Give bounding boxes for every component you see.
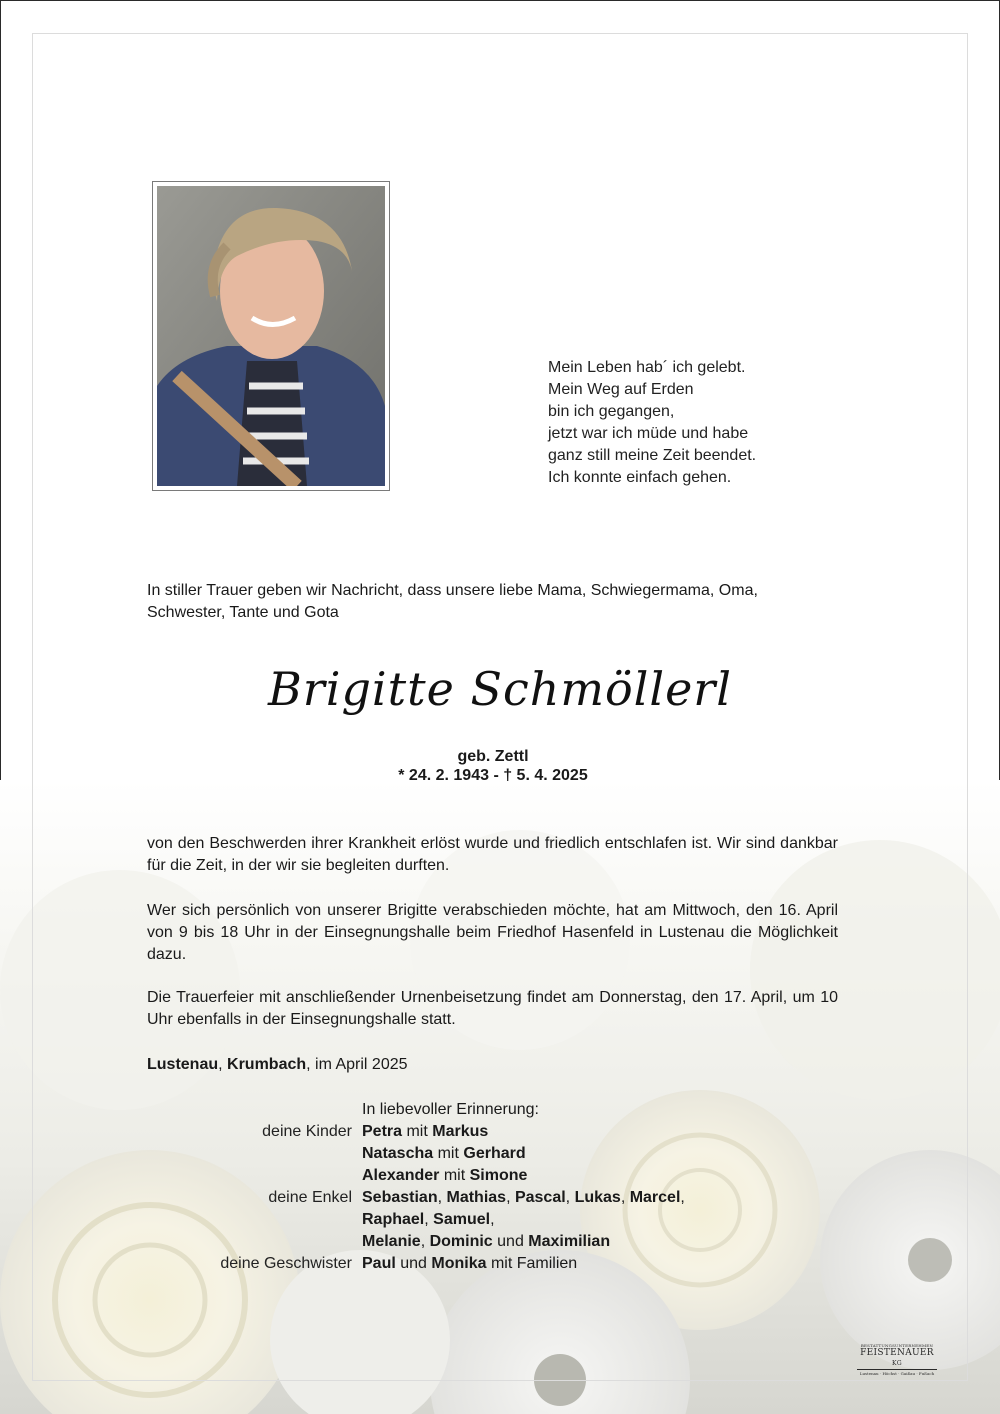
family-member: Natascha mit Gerhard [362, 1145, 526, 1162]
poem-line: Ich konnte einfach gehen. [548, 469, 732, 486]
portrait-image [157, 186, 385, 486]
logo-tagline: BESTATTUNGSUNTERNEHMEN [860, 1343, 934, 1348]
place-name: Lustenau [147, 1056, 219, 1073]
paragraph-passing: von den Beschwerden ihrer Krankheit erlöst wurde und friedlich entschlafen ist. Wir sind dankbar für die Zeit, in der wir sie begleiten durften. [147, 835, 838, 874]
family-row [147, 1143, 847, 1165]
poem [548, 357, 756, 489]
family-heading: In liebevoller Erinnerung: [362, 1101, 539, 1118]
family-member: Melanie, Dominic und Maximilian [362, 1233, 611, 1250]
place-date [147, 1054, 408, 1076]
poem-line: Mein Leben hab´ ich gelebt. [548, 359, 746, 376]
poem-line: jetzt war ich müde und habe [548, 425, 749, 442]
funeral-home-logo [857, 1343, 937, 1376]
paragraph-ceremony: Die Trauerfeier mit anschließender Urnenbeisetzung findet am Donnerstag, den 17. April, um 10 Uhr ebenfalls in der Einsegnungshalle statt. [147, 989, 838, 1028]
family-label [147, 1165, 362, 1187]
poem-line: ganz still meine Zeit beendet. [548, 447, 757, 464]
family-label: deine Enkel [268, 1189, 352, 1206]
family-row [147, 1165, 847, 1187]
family-list [147, 1099, 847, 1275]
family-label [147, 1231, 362, 1253]
place-name: Krumbach [227, 1056, 307, 1073]
family-label [147, 1209, 362, 1231]
family-row [147, 1121, 847, 1143]
family-label [147, 1143, 362, 1165]
portrait-photo [152, 181, 390, 491]
family-member: Alexander mit Simone [362, 1167, 528, 1184]
family-row [147, 1187, 847, 1209]
family-member: Sebastian, Mathias, Pascal, Lukas, Marcel, [362, 1189, 685, 1206]
paragraph-viewing: Wer sich persönlich von unserer Brigitte verabschieden möchte, hat am Mittwoch, den 16. April von 9 bis 18 Uhr in der Einsegnungshalle beim Friedhof Hasenfeld in Lustenau die Möglichkeit dazu. [147, 902, 838, 963]
logo-name: FEISTENAUER KG [857, 1348, 937, 1370]
logo-locations: Lustenau · Höchst · Gaißau · Fußach [859, 1371, 935, 1376]
birth-name: geb. Zettl [457, 748, 529, 765]
family-member: Raphael, Samuel, [362, 1211, 495, 1228]
poem-line: Mein Weg auf Erden [548, 381, 694, 398]
family-label [147, 1099, 362, 1121]
poem-line: bin ich gegangen, [548, 403, 675, 420]
date-text: , im April 2025 [306, 1056, 408, 1073]
intro-text: In stiller Trauer geben wir Nachricht, dass unsere liebe Mama, Schwiegermama, Oma, Schwester, Tante und Gota [147, 582, 758, 621]
deceased-name: Brigitte Schmöllerl [267, 662, 733, 716]
family-label: deine Kinder [262, 1123, 352, 1140]
family-row [147, 1209, 847, 1231]
family-member: Paul und Monika mit Familien [362, 1255, 578, 1272]
life-dates: * 24. 2. 1943 - † 5. 4. 2025 [398, 767, 588, 784]
family-member: Petra mit Markus [362, 1123, 489, 1140]
family-row [147, 1231, 847, 1253]
family-label: deine Geschwister [220, 1255, 352, 1272]
family-row [147, 1099, 847, 1121]
family-row [147, 1253, 847, 1275]
separator: , [218, 1056, 228, 1073]
